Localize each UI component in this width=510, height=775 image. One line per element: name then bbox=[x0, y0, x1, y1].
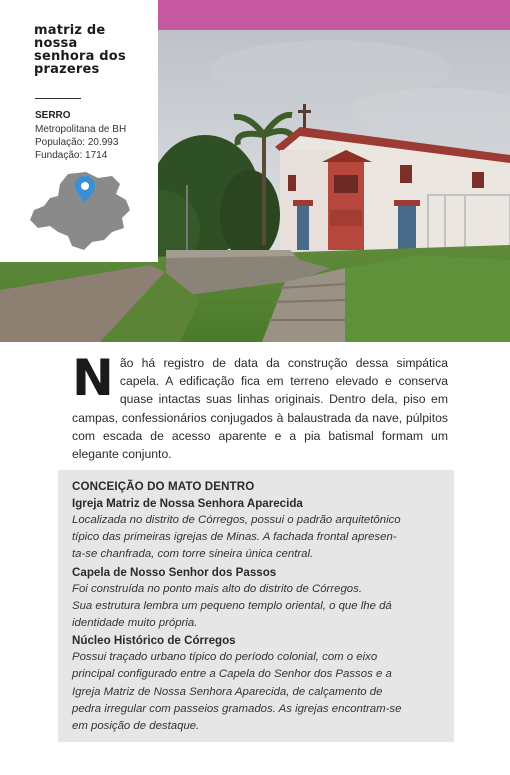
item-title: Igreja Matriz de Nossa Senhora Aparecida bbox=[72, 497, 303, 510]
founded-label: Fundação: 1714 bbox=[35, 150, 108, 161]
item-description-line: principal configurado entre a Capela do Senhor dos Passos e a bbox=[72, 668, 392, 681]
item-description-line: típico das primeiras igrejas de Minas. A fachada frontal apresen- bbox=[72, 531, 397, 544]
state-map bbox=[28, 170, 132, 257]
drop-cap: N bbox=[72, 349, 114, 407]
item-description-line: em posição de destaque. bbox=[72, 720, 200, 733]
sidebar-info-box bbox=[58, 470, 454, 742]
item-description-line: Foi construída no ponto mais alto do distrito de Córregos. bbox=[72, 582, 362, 595]
item-description-line: Possui traçado urbano típico do período colonial, com o eixo bbox=[72, 651, 378, 664]
item-description-line: Localizada no distrito de Córregos, possui o padrão arquitetônico bbox=[72, 514, 401, 526]
card-title-line: matriz de bbox=[34, 23, 106, 38]
item-description-line: identidade muito própria. bbox=[72, 617, 198, 630]
card-title-line: nossa bbox=[34, 36, 78, 51]
item-description-line: Igreja Matriz de Nossa Senhora Aparecida, de calçamento de bbox=[72, 685, 383, 698]
item-description bbox=[72, 649, 442, 735]
card-divider bbox=[35, 98, 81, 99]
box-heading: CONCEIÇÃO DO MATO DENTRO bbox=[72, 480, 255, 493]
item-description-line: ta-se chanfrada, com torre sineira única central. bbox=[72, 548, 314, 561]
item-description-line: pedra irregular com passeios gramados. As igrejas encontram-se bbox=[72, 702, 402, 715]
location-card bbox=[0, 0, 158, 262]
card-title-line: senhora dos bbox=[34, 49, 126, 64]
region-label: Metropolitana de BH bbox=[35, 124, 127, 135]
item-description-line: Sua estrutura lembra um pequeno templo oriental, o que lhe dá bbox=[72, 599, 392, 612]
intro-text: ão há registro de data da construção dessa simpática capela. A edificação fica em terreno elevado e conserva quase intactas suas linhas originais. Dentro dela, piso em campas, confessionários conjugados à balaustrada da nave, púlpitos com escada de acesso aparente e a pia batismal formam um elegante conjunto. bbox=[72, 356, 448, 462]
item-description bbox=[72, 581, 442, 633]
accent-band bbox=[158, 0, 510, 30]
item-title: Capela de Nosso Senhor dos Passos bbox=[72, 565, 277, 579]
card-title bbox=[34, 24, 152, 76]
minas-gerais-map-icon bbox=[28, 170, 132, 252]
item-title: Núcleo Histórico de Córregos bbox=[72, 634, 236, 648]
card-title-line: prazeres bbox=[34, 62, 100, 77]
population-label: População: 20.993 bbox=[35, 137, 119, 148]
item-description bbox=[72, 512, 442, 564]
city-name: SERRO bbox=[35, 110, 71, 121]
intro-paragraph bbox=[72, 349, 448, 463]
